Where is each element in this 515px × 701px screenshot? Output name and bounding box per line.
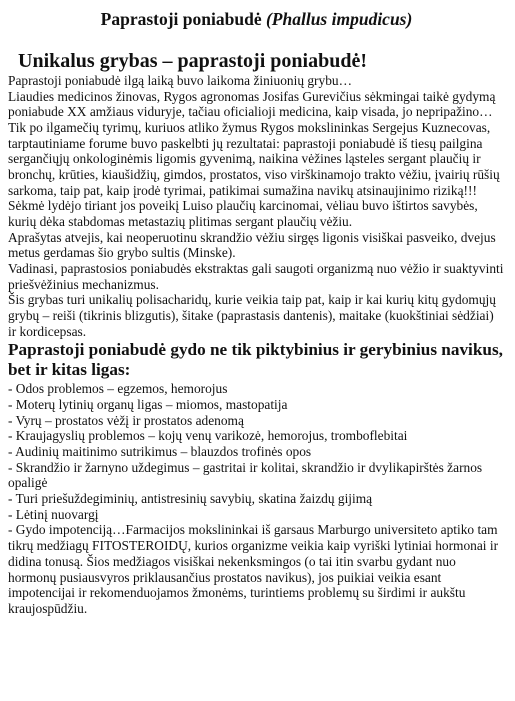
section-heading-treats: Paprastoji poniabudė gydo ne tik piktybinius ir gerybinius navikus, bet ir kitas ligas: xyxy=(8,340,503,380)
paragraph-intro: Paprastoji poniabudė ilgą laiką buvo laikoma žiniuonių grybu… xyxy=(8,73,352,88)
section-heading-unique-mushroom: Unikalus grybas – paprastoji poniabudė! xyxy=(18,50,367,72)
treated-conditions-list xyxy=(8,381,505,617)
list-item: - Moterų lytinių organų ligas – miomos, mastopatija xyxy=(8,396,288,412)
list-item: - Turi priešuždegiminių, antistresinių savybių, skatina žaizdų gijimą xyxy=(8,491,373,507)
title-main: Paprastoji poniabudė xyxy=(100,9,262,29)
paragraph-polysaccharides: Šis grybas turi unikalių polisacharidų, kurie veikia taip pat, kaip ir kai kurių kitų gydomųjų grybų – reiši (tikrinis blizgutis), šitake (paprastasis dantenis), maitake (kuokštiniai sėdžiai) ir kordicepsas. xyxy=(8,292,496,339)
document-title xyxy=(8,8,505,30)
list-item: - Audinių maitinimo sutrikimus – blauzdos trofinės opos xyxy=(8,443,312,459)
paragraph-conclusion: Vadinasi, paprastosios poniabudės ekstraktas gali saugoti organizmą nuo vėžio ir suaktyvinti priešvėžinius mechanizmus. xyxy=(8,260,504,292)
list-item: - Gydo impotenciją…Farmacijos mokslininkai iš garsaus Marburgo universiteto aptiko tam tikrų medžiagų FITOSTEROIDŲ, kurios organizme veikia kaip vyriški lytiniai hormonai ir didina tonusą. Šios medžiagos visiškai nekenksmingos (o tai itin svarbu gydant nuo hormonų pusiausvyros priklausančius prostatos navikus), jos puikiai veikia esant impotencijai ir rekomenduojamos žmonėms, turintiems problemų su širdimi ir aukštu kraujospūdžiu. xyxy=(8,522,499,616)
paragraph-research: Liaudies medicinos žinovas, Rygos agronomas Josifas Gurevičius sėkmingai taikė gydymą poniabude XX amžiaus viduryje, tačiau oficialioji medicina, kaip visada, jo nepripažino… Tik po ilgamečių tyrimų, kuriuos atliko žymus Rygos mokslininkas Sergejus Kuznecovas, tarptautiniame forume buvo paskelbti jų rezultatai: paprastoji poniabudė iš tiesų pailgina sergančiųjų onkologinėmis ligomis gyvenimą, naikina vėžines ląsteles sergant plaučių ir bronchų, krūties, kiaušidžių, gimdos, prostatos, viso virškinamojo trakto vėžiu, įvairių rūšių sarkoma, taip pat, kaip įrodė tyrimai, patikimai sumažina navikų atsinaujinimo riziką!!! Sėkmė lydėjo tiriant jos poveikį Luiso plaučių karcinomai, vėliau buvo ištirtos savybės, kurių dėka stabdomas metastazių plitimas sergant plaučių vėžiu. xyxy=(8,88,500,229)
paragraph-case: Aprašytas atvejis, kai neoperuotinu skrandžio vėžiu sirgęs ligonis visiškai pasveiko, dvejus metus gerdamas šio grybo sultis (Minske). xyxy=(8,229,496,261)
list-item: - Odos problemos – egzemos, hemorojus xyxy=(8,381,228,397)
list-item: - Lėtinį nuovargį xyxy=(8,506,99,522)
list-item: - Vyrų – prostatos vėžį ir prostatos adenomą xyxy=(8,412,244,428)
list-item: - Skrandžio ir žarnyno uždegimus – gastritai ir kolitai, skrandžio ir dvylikapirštės žarnos opaligė xyxy=(8,459,483,491)
title-latin-name: (Phallus impudicus) xyxy=(265,9,413,29)
list-item: - Kraujagyslių problemos – kojų venų varikozė, hemorojus, tromboflebitai xyxy=(8,428,408,444)
